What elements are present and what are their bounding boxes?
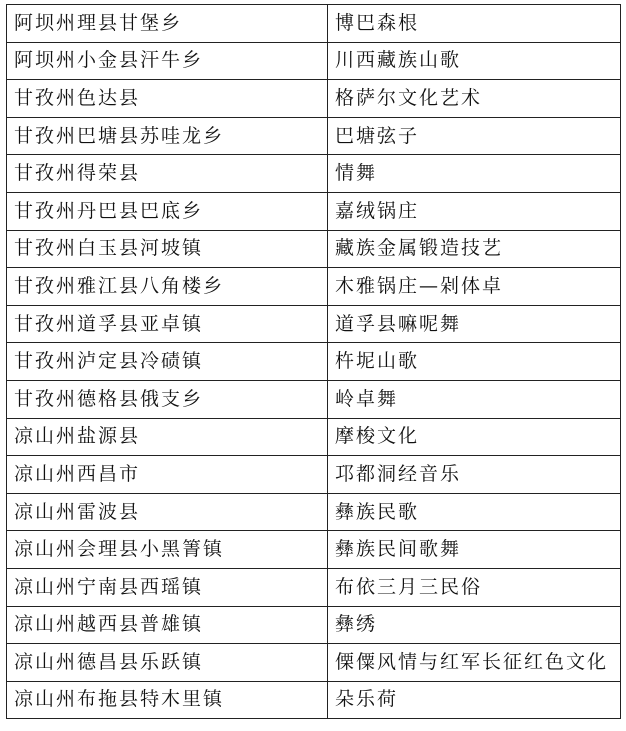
heritage-item-cell: 杵坭山歌: [328, 343, 621, 381]
location-cell: 甘孜州丹巴县巴底乡: [7, 192, 328, 230]
table-row: [7, 343, 621, 381]
location-cell: 甘孜州得荣县: [7, 155, 328, 193]
location-cell: 甘孜州白玉县河坡镇: [7, 230, 328, 268]
table-row: [7, 42, 621, 80]
heritage-item-cell: 彝族民歌: [328, 493, 621, 531]
heritage-item-cell: 格萨尔文化艺术: [328, 80, 621, 118]
heritage-item-cell: 藏族金属锻造技艺: [328, 230, 621, 268]
location-cell: 阿坝州理县甘堡乡: [7, 5, 328, 43]
table-row: [7, 606, 621, 644]
table-row: [7, 5, 621, 43]
location-cell: 甘孜州雅江县八角楼乡: [7, 268, 328, 306]
table-row: [7, 493, 621, 531]
location-cell: 凉山州会理县小黑箐镇: [7, 531, 328, 569]
table-row: [7, 380, 621, 418]
location-cell: 凉山州越西县普雄镇: [7, 606, 328, 644]
location-cell: 甘孜州德格县俄支乡: [7, 380, 328, 418]
location-cell: 甘孜州色达县: [7, 80, 328, 118]
table-row: [7, 155, 621, 193]
location-cell: 凉山州宁南县西瑶镇: [7, 568, 328, 606]
heritage-item-cell: 巴塘弦子: [328, 117, 621, 155]
table-row: [7, 80, 621, 118]
heritage-item-cell: 木雅锅庄—剁体卓: [328, 268, 621, 306]
table-body: [7, 5, 621, 719]
table-row: [7, 644, 621, 682]
table-row: [7, 305, 621, 343]
heritage-item-cell: 朵乐荷: [328, 681, 621, 719]
heritage-item-cell: 博巴森根: [328, 5, 621, 43]
heritage-table: [6, 4, 621, 719]
table-row: [7, 531, 621, 569]
heritage-item-cell: 邛都洞经音乐: [328, 456, 621, 494]
heritage-item-cell: 岭卓舞: [328, 380, 621, 418]
location-cell: 凉山州德昌县乐跃镇: [7, 644, 328, 682]
location-cell: 凉山州雷波县: [7, 493, 328, 531]
heritage-item-cell: 道孚县嘛呢舞: [328, 305, 621, 343]
location-cell: 甘孜州巴塘县苏哇龙乡: [7, 117, 328, 155]
heritage-item-cell: 摩梭文化: [328, 418, 621, 456]
heritage-item-cell: 川西藏族山歌: [328, 42, 621, 80]
heritage-item-cell: 布依三月三民俗: [328, 568, 621, 606]
table-row: [7, 117, 621, 155]
location-cell: 凉山州布拖县特木里镇: [7, 681, 328, 719]
location-cell: 甘孜州道孚县亚卓镇: [7, 305, 328, 343]
heritage-item-cell: 情舞: [328, 155, 621, 193]
location-cell: 阿坝州小金县汗牛乡: [7, 42, 328, 80]
table-row: [7, 681, 621, 719]
table-row: [7, 268, 621, 306]
heritage-item-cell: 彝绣: [328, 606, 621, 644]
location-cell: 甘孜州泸定县冷碛镇: [7, 343, 328, 381]
heritage-item-cell: 傈僳风情与红军长征红色文化: [328, 644, 621, 682]
heritage-item-cell: 彝族民间歌舞: [328, 531, 621, 569]
table-row: [7, 192, 621, 230]
location-cell: 凉山州盐源县: [7, 418, 328, 456]
table-row: [7, 456, 621, 494]
table-row: [7, 230, 621, 268]
table-row: [7, 418, 621, 456]
heritage-item-cell: 嘉绒锅庄: [328, 192, 621, 230]
location-cell: 凉山州西昌市: [7, 456, 328, 494]
table-row: [7, 568, 621, 606]
